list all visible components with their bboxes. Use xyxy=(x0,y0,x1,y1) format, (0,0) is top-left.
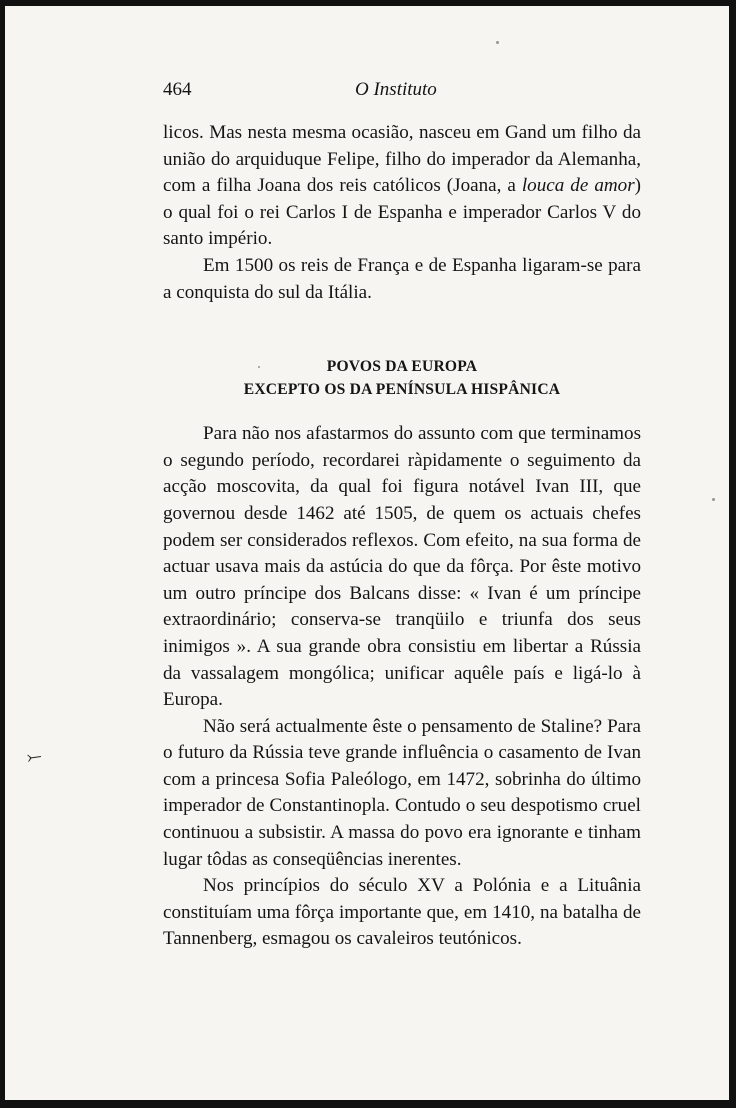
paragraph-text: ) o qual foi o rei Carlos I de Espanha e imperador Carlos V do santo império. xyxy=(163,175,641,250)
section-heading xyxy=(163,355,641,401)
book-page xyxy=(5,6,729,1100)
paragraph-ivan-iii: Para não nos afastarmos do assunto com que terminamos o segundo período, recordarei ràpidamente o seguimento da acção moscovita, da qual foi figura notável Ivan III, que governou desde 1462 até 1505, de quem os actuais chefes podem ser considerados reflexos. Com efeito, na sua forma de actuar usava mais da astúcia do que da fôrça. Por êste motivo um outro príncipe dos Balcans disse: « Ivan é um príncipe extraordinário; conserva-se tranqüilo e triunfa dos seus inimigos ». A sua grande obra consistiu em libertar a Rússia da vassalagem mongólica; unificar aquêle país e ligá-lo à Europa. xyxy=(163,423,641,711)
page-number: 464 xyxy=(163,79,192,100)
paragraph-1500: Em 1500 os reis de França e de Espanha ligaram-se para a conquista do sul da Itália. xyxy=(163,254,641,303)
paragraph-text: licos. Mas nesta mesma ocasião, nasceu em Gand um filho da união do arquiduque Felipe, filho do imperador da Alemanha, com a filha Joana dos reis católicos (Joana, a xyxy=(163,122,641,197)
paragraph-polonia: Nos princípios do século XV a Polónia e a Lituânia constituíam uma fôrça importante que, em 1410, na batalha de Tannenberg, esmagou os cavaleiros teutónicos. xyxy=(163,875,641,950)
margin-pencil-mark: ⤚ xyxy=(25,745,43,768)
body-text xyxy=(163,120,641,953)
paragraph-carlos-v xyxy=(163,120,641,253)
paper-speck xyxy=(496,41,499,44)
section-heading-line-2: EXCEPTO OS DA PENÍNSULA HISPÂNICA xyxy=(243,381,561,399)
paper-speck xyxy=(258,366,260,368)
paper-speck xyxy=(712,498,715,501)
italic-phrase: louca de amor xyxy=(521,175,635,197)
section-heading-line-1: POVOS DA EUROPA xyxy=(326,358,478,376)
running-header xyxy=(163,79,643,109)
paragraph-staline: Não será actualmente êste o pensamento de Staline? Para o futuro da Rússia teve grande influência o casamento de Ivan com a princesa Sofia Paleólogo, em 1472, sobrinha do último imperador de Constantinopla. Contudo o seu despotismo cruel continuou a subsistir. A massa do povo era ignorante e tinham lugar tôdas as conseqüências inerentes. xyxy=(163,715,641,870)
journal-title: O Instituto xyxy=(355,79,437,100)
